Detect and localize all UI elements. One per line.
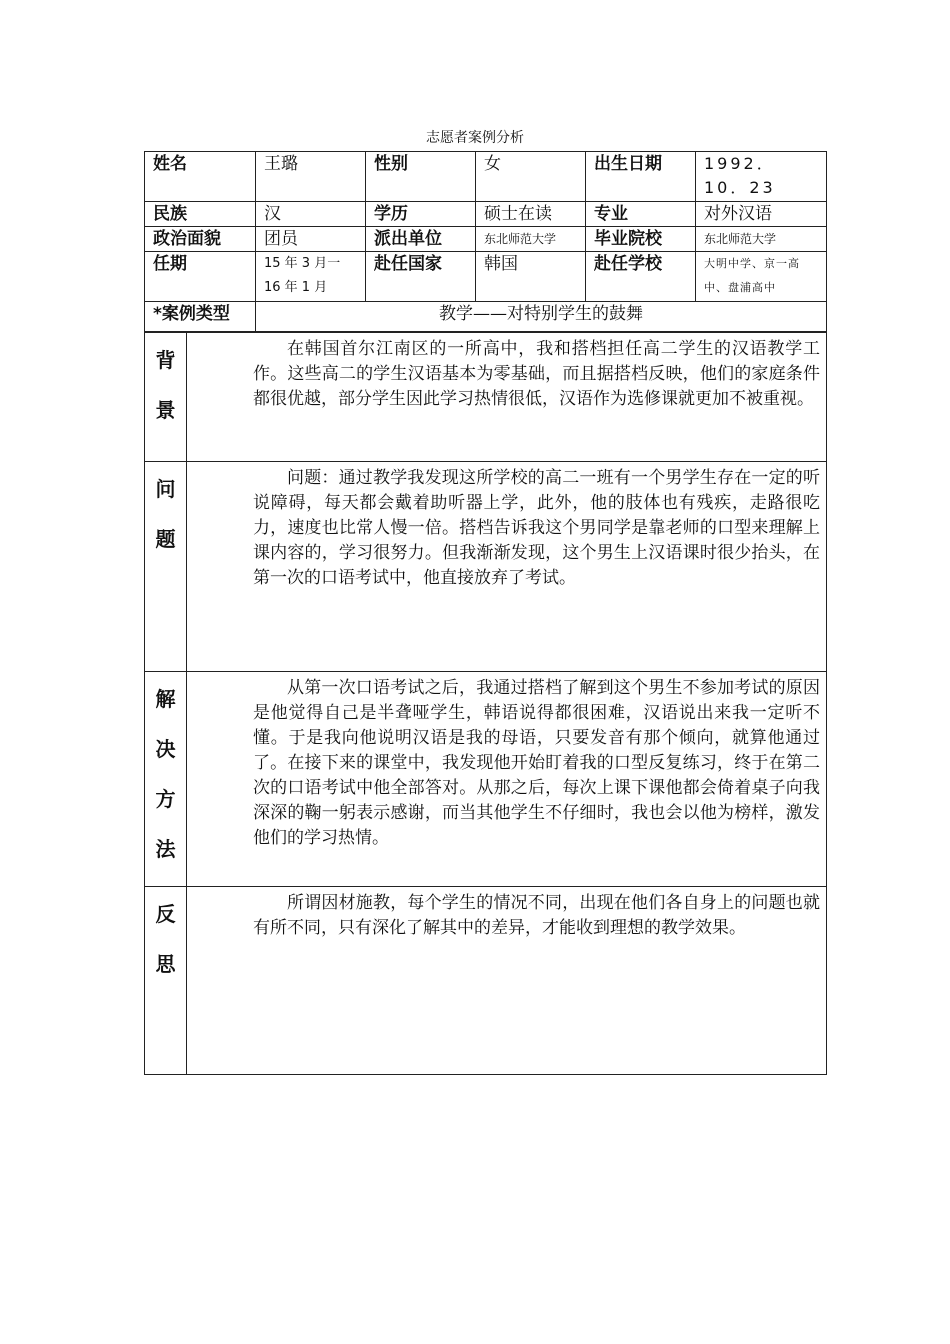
sending-unit-value: 东北师范大学 xyxy=(476,227,586,252)
section-text-problem: 问题：通过教学我发现这所学校的高二一班有一个男学生存在一定的听说障碍，每天都会戴着助听器上学，此外，他的肢体也有残疾，走路很吃力，速度也比常人慢一倍。搭档告诉我这个男同学是靠老师的口型来理解上课内容的，学习很努力。但我渐渐发现，这个男生上汉语课时很少抬头，在第一次的口语考试中，他直接放弃了考试。 xyxy=(187,462,827,672)
case-type-value: 教学——对特别学生的鼓舞 xyxy=(256,302,827,332)
section-solution xyxy=(145,672,827,887)
graduate-school-label: 毕业院校 xyxy=(586,227,696,252)
school-value: 大明中学、京一高中、盘浦高中 xyxy=(696,252,827,302)
section-label-reflection: 反 思 xyxy=(145,887,187,1075)
school-label: 赴任学校 xyxy=(586,252,696,302)
gender-value: 女 xyxy=(476,152,586,202)
country-label: 赴任国家 xyxy=(366,252,476,302)
name-value: 王璐 xyxy=(256,152,366,202)
section-background xyxy=(145,333,827,462)
gender-label: 性别 xyxy=(366,152,476,202)
graduate-school-value: 东北师范大学 xyxy=(696,227,827,252)
section-text-solution: 从第一次口语考试之后，我通过搭档了解到这个男生不参加考试的原因是他觉得自己是半聋哑学生，韩语说得都很困难，汉语说出来我一定听不懂。于是我向他说明汉语是我的母语，只要发音有那个倾向，就算他通过了。在接下来的课堂中，我发现他开始盯着我的口型反复练习，终于在第二次的口语考试中他全部答对。从那之后，每次上课下课他都会倚着桌子向我深深的鞠一躬表示感谢，而当其他学生不仔细时，我也会以他为榜样，激发他们的学习热情。 xyxy=(187,672,827,887)
section-reflection xyxy=(145,887,827,1075)
country-value: 韩国 xyxy=(476,252,586,302)
case-type-label: *案例类型 xyxy=(145,302,256,332)
ethnicity-value: 汉 xyxy=(256,202,366,227)
document-title: 志愿者案例分析 xyxy=(426,130,524,146)
political-status-value: 团员 xyxy=(256,227,366,252)
major-label: 专业 xyxy=(586,202,696,227)
ethnicity-label: 民族 xyxy=(145,202,256,227)
dob-value: 1992．10．23 xyxy=(696,152,827,202)
education-value: 硕士在读 xyxy=(476,202,586,227)
section-problem xyxy=(145,462,827,672)
term-value: 15 年 3 月一 16 年 1 月 xyxy=(256,252,366,302)
section-label-problem: 问 题 xyxy=(145,462,187,672)
dob-label: 出生日期 xyxy=(586,152,696,202)
major-value: 对外汉语 xyxy=(696,202,827,227)
section-text-background: 在韩国首尔江南区的一所高中，我和搭档担任高二学生的汉语教学工作。这些高二的学生汉语基本为零基础，而且据搭档反映，他们的家庭条件都很优越，部分学生因此学习热情很低，汉语作为选修课就更加不被重视。 xyxy=(187,333,827,462)
case-sections-table xyxy=(144,332,827,1075)
name-label: 姓名 xyxy=(145,152,256,202)
volunteer-info-table xyxy=(144,151,827,332)
term-label: 任期 xyxy=(145,252,256,302)
section-label-background: 背 景 xyxy=(145,333,187,462)
section-label-solution: 解 决 方 法 xyxy=(145,672,187,887)
section-text-reflection: 所谓因材施教，每个学生的情况不同，出现在他们各自身上的问题也就有所不同，只有深化了解其中的差异，才能收到理想的教学效果。 xyxy=(187,887,827,1075)
political-status-label: 政治面貌 xyxy=(145,227,256,252)
sending-unit-label: 派出单位 xyxy=(366,227,476,252)
education-label: 学历 xyxy=(366,202,476,227)
